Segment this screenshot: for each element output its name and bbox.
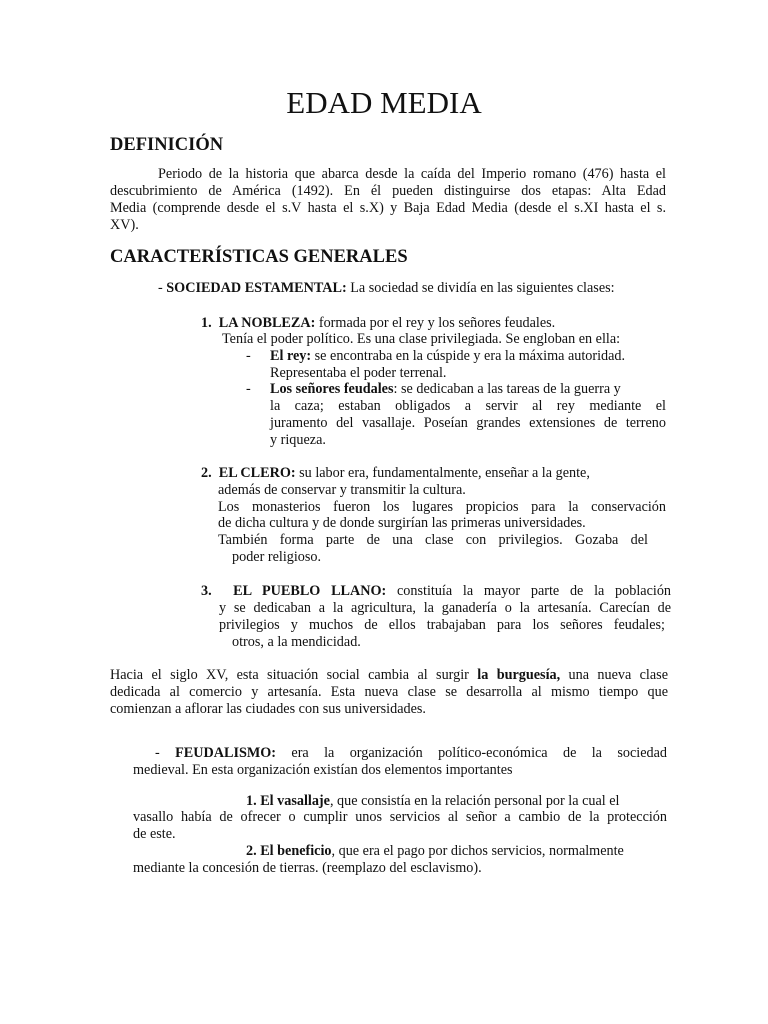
pueblo-line-3: privilegios y muchos de ellos trabajaban para los señores feudales; bbox=[219, 617, 665, 633]
burguesia-pre: Hacia el siglo XV, esta situación social cambia al surgir bbox=[110, 667, 478, 683]
rey-line-1 bbox=[270, 348, 625, 365]
feudalismo-text: era la organización político-económica de la sociedad bbox=[276, 745, 667, 761]
senores-line-4: y riqueza. bbox=[270, 432, 326, 448]
clero-number: 2. bbox=[201, 465, 212, 481]
feudalismo-label: FEUDALISMO: bbox=[175, 745, 277, 761]
definicion-line-1: Periodo de la historia que abarca desde la caída del Imperio romano (476) hasta el bbox=[158, 166, 666, 182]
sociedad-estamental-line bbox=[158, 280, 615, 297]
sociedad-prefix: - bbox=[158, 280, 167, 296]
burguesia-post: una nueva clase bbox=[560, 667, 668, 683]
burguesia-line-3: comienzan a aflorar las ciudades con sus universidades. bbox=[110, 701, 426, 717]
vasallaje-label: 1. El vasallaje bbox=[246, 793, 330, 809]
clero-line-2: además de conservar y transmitir la cultura. bbox=[218, 482, 466, 498]
definicion-line-4: XV). bbox=[110, 217, 139, 233]
senores-line-2: la caza; estaban obligados a servir al rey mediante el bbox=[270, 398, 666, 414]
senores-text: : se dedicaban a las tareas de la guerra y bbox=[393, 381, 621, 397]
pueblo-line-1 bbox=[201, 583, 671, 600]
senores-line-3: juramento del vasallaje. Poseían grandes extensiones de terreno bbox=[270, 415, 666, 431]
definicion-line-3: Media (comprende desde el s.V hasta el s.X) y Baja Edad Media (desde el s.XI hasta el s. bbox=[110, 200, 666, 216]
pueblo-number: 3. bbox=[201, 583, 212, 599]
senores-label: Los señores feudales bbox=[270, 381, 394, 397]
nobleza-text: formada por el rey y los señores feudales. bbox=[315, 315, 556, 331]
section-heading-caracteristicas: CARACTERÍSTICAS GENERALES bbox=[110, 247, 408, 267]
nobleza-number: 1. bbox=[201, 315, 212, 331]
pueblo-line-2: y se dedicaban a la agricultura, la ganadería o la artesanía. Carecían de bbox=[219, 600, 671, 616]
vasallaje-line-1 bbox=[246, 793, 620, 810]
feudalismo-line-2: medieval. En esta organización existían dos elementos importantes bbox=[133, 762, 513, 778]
clero-text: su labor era, fundamentalmente, enseñar a la gente, bbox=[295, 465, 590, 481]
sociedad-text: La sociedad se dividía en las siguientes clases: bbox=[346, 280, 615, 296]
vasallaje-line-2: vasallo había de ofrecer o cumplir unos servicios al señor a cambio de la protección bbox=[133, 809, 667, 825]
burguesia-line-1 bbox=[110, 667, 668, 684]
nobleza-label: LA NOBLEZA: bbox=[218, 315, 316, 331]
vasallaje-line-3: de este. bbox=[133, 826, 176, 842]
beneficio-line-2: mediante la concesión de tierras. (reemplazo del esclavismo). bbox=[133, 860, 482, 876]
rey-label: El rey: bbox=[270, 348, 312, 364]
rey-text: se encontraba en la cúspide y era la máxima autoridad. bbox=[311, 348, 626, 364]
bullet-dash: - bbox=[246, 348, 251, 364]
nobleza-line-2: Tenía el poder político. Es una clase privilegiada. Se engloban en ella: bbox=[222, 331, 621, 347]
feudalismo-line-1 bbox=[155, 745, 667, 762]
beneficio-line-1 bbox=[246, 843, 624, 860]
clero-label: EL CLERO: bbox=[218, 465, 296, 481]
clero-line-6: poder religioso. bbox=[232, 549, 322, 565]
rey-line-2: Representaba el poder terrenal. bbox=[270, 365, 447, 381]
clero-line-1 bbox=[201, 465, 590, 482]
beneficio-text: , que era el pago por dichos servicios, normalmente bbox=[331, 843, 624, 859]
sociedad-label: SOCIEDAD ESTAMENTAL: bbox=[166, 280, 347, 296]
nobleza-line-1 bbox=[201, 315, 555, 332]
beneficio-label: 2. El beneficio bbox=[246, 843, 332, 859]
page-title: EDAD MEDIA bbox=[286, 85, 482, 120]
burguesia-line-2: dedicada al comercio y artesanía. Esta nueva clase se desarrolla al mismo tiempo que bbox=[110, 684, 668, 700]
feudalismo-prefix: - bbox=[155, 745, 176, 761]
section-heading-definicion: DEFINICIÓN bbox=[110, 135, 224, 155]
senores-line-1 bbox=[270, 381, 621, 398]
pueblo-line-4: otros, a la mendicidad. bbox=[232, 634, 361, 650]
definicion-line-2: descubrimiento de América (1492). En él pueden distinguirse dos etapas: Alta Edad bbox=[110, 183, 666, 199]
pueblo-label: EL PUEBLO LLANO: bbox=[233, 583, 387, 599]
clero-line-5: También forma parte de una clase con privilegios. Gozaba del bbox=[218, 532, 648, 548]
clero-line-3: Los monasterios fueron los lugares propicios para la conservación bbox=[218, 499, 666, 515]
pueblo-text: constituía la mayor parte de la población bbox=[386, 583, 672, 599]
burguesia-label: la burguesía, bbox=[477, 667, 561, 683]
clero-line-4: de dicha cultura y de donde surgirían las primeras universidades. bbox=[218, 515, 586, 531]
vasallaje-text: , que consistía en la relación personal por la cual el bbox=[329, 793, 620, 809]
bullet-dash: - bbox=[246, 381, 251, 397]
